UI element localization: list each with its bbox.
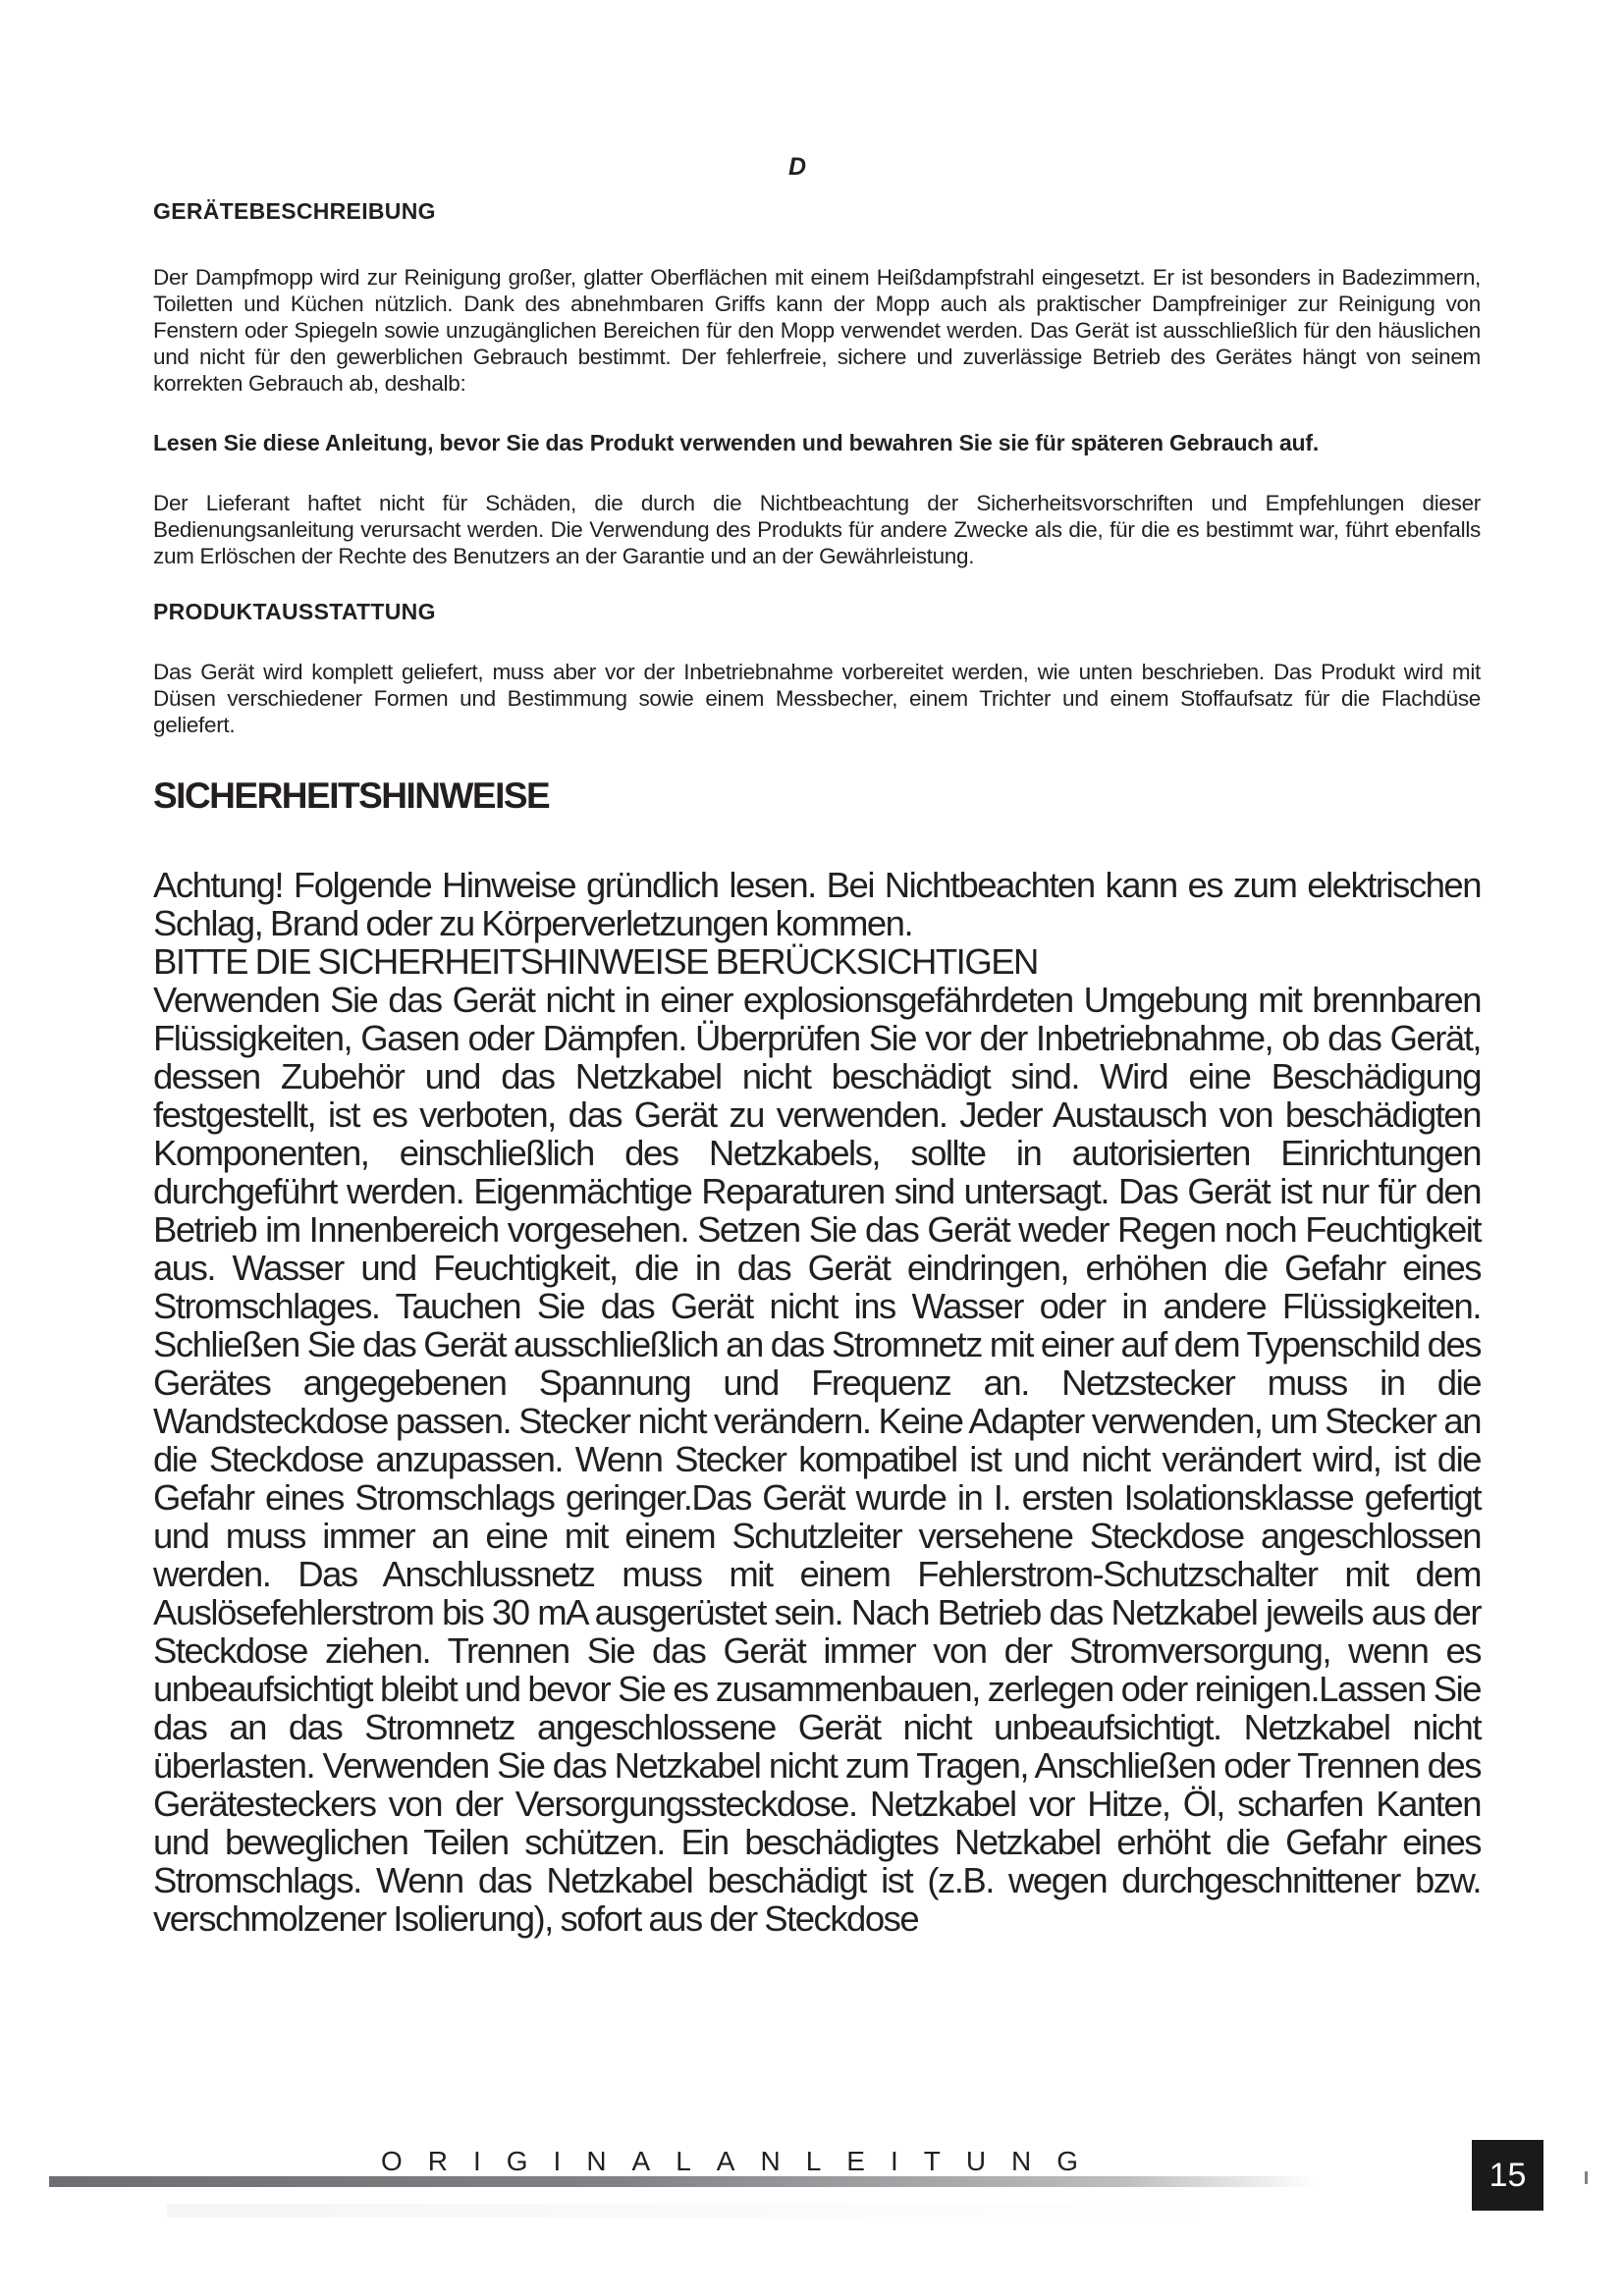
- page-number: 15: [1472, 2140, 1543, 2211]
- safety-warning: Achtung! Folgende Hinweise gründlich lesen. Bei Nichtbeachten kann es zum elektrischen Schlag, Brand oder zu Körperverletzungen kommen.: [153, 865, 1481, 943]
- safety-subheading: BITTE DIE SICHERHEITSHINWEISE BERÜCKSICHTIGEN: [153, 941, 1038, 982]
- footer-bar: [49, 2176, 1316, 2187]
- safety-heading: SICHERHEITSHINWEISE: [153, 775, 550, 816]
- device-description-heading: GERÄTEBESCHREIBUNG: [153, 198, 436, 224]
- footer-shadow: [167, 2204, 1247, 2217]
- equipment-text: Das Gerät wird komplett geliefert, muss aber vor der Inbetriebnahme vorbereitet werden, wie unten beschrieben. Das Produkt wird mit Düsen verschiedener Formen und Bestimmung sowie einem Messbecher, einem Trichter und einem Stoffaufsatz für die Flachdüse geliefert.: [153, 660, 1481, 737]
- page-content: [153, 192, 1481, 1938]
- footer-label: ORIGINALANLEITUNG: [381, 2146, 1105, 2176]
- language-marker: D: [788, 153, 807, 181]
- safety-body: Verwenden Sie das Gerät nicht in einer explosionsgefährdeten Umgebung mit brennbaren Flüssigkeiten, Gasen oder Dämpfen. Überprüfen Sie vor der Inbetriebnahme, ob das Gerät, dessen Zubehör und das Netzkabel nicht beschädigt sind. Wird eine Beschädigung festgestellt, ist es verboten, das Gerät zu verwenden. Jeder Austausch von beschädigten Komponenten, einschließlich des Netzkabels, sollte in autorisierten Einrichtungen durchgeführt werden. Eigenmächtige Reparaturen sind untersagt. Das Gerät ist nur für den Betrieb im Innenbereich vorgesehen. Setzen Sie das Gerät weder Regen noch Feuchtigkeit aus. Wasser und Feuchtigkeit, die in das Gerät eindringen, erhöhen die Gefahr eines Stromschlages. Tauchen Sie das Gerät nicht ins Wasser oder in andere Flüssigkeiten. Schließen Sie das Gerät ausschließlich an das Stromnetz mit einer auf dem Typenschild des Gerätes angegebenen Spannung und Frequenz an. Netzstecker muss in die Wandsteckdose passen. Stecker nicht verändern. Keine Adapter verwenden, um Stecker an die Steckdose anzupassen. Wenn Stecker kompatibel ist und nicht verändert wird, ist die Gefahr eines Stromschlags geringer.Das Gerät wurde in I. ersten Isolationsklasse gefertigt und muss immer an eine mit einem Schutzleiter versehene Steckdose angeschlossen werden. Das Anschlussnetz muss mit einem Fehlerstrom-Schutzschalter mit dem Auslösefehlerstrom bis 30 mA ausgerüstet sein. Nach Betrieb das Netzkabel jeweils aus der Steckdose ziehen. Trennen Sie das Gerät immer von der Stromversorgung, wenn es unbeaufsichtigt bleibt und bevor Sie es zusammenbauen, zerlegen oder reinigen.Lassen Sie das an das Stromnetz angeschlossene Gerät nicht unbeaufsichtigt. Netzkabel nicht überlasten. Verwenden Sie das Netzkabel nicht zum Tragen, Anschließen oder Trennen des Gerätesteckers von der Versorgungssteckdose. Netzkabel vor Hitze, Öl, scharfen Kanten und beweglichen Teilen schützen. Ein beschädigtes Netzkabel erhöht die Gefahr eines Stromschlags. Wenn das Netzkabel beschädigt ist (z.B. wegen durchgeschnittener bzw. verschmolzener Isolierung), sofort aus der Steckdose: [153, 980, 1481, 1939]
- device-description-text: Der Dampfmopp wird zur Reinigung großer, glatter Oberflächen mit einem Heißdampfstrahl eingesetzt. Er ist besonders in Badezimmern, Toiletten und Küchen nützlich. Dank des abnehmbaren Griffs kann der Mopp auch als praktischer Dampfreiniger zur Reinigung von Fenstern oder Spiegeln sowie unzugänglichen Bereichen für den Mopp verwendet werden. Das Gerät ist ausschließlich für den häuslichen und nicht für den gewerblichen Gebrauch bestimmt. Der fehlerfreie, sichere und zuverlässige Betrieb des Gerätes hängt von seinem korrekten Gebrauch ab, deshalb:: [153, 265, 1481, 396]
- liability-text: Der Lieferant haftet nicht für Schäden, die durch die Nichtbeachtung der Sicherheitsvorschriften und Empfehlungen dieser Bedienungsanleitung verursacht werden. Die Verwendung des Produkts für andere Zwecke als die, für die es bestimmt war, führt ebenfalls zum Erlöschen der Rechte des Benutzers an der Garantie und an der Gewährleistung.: [153, 491, 1481, 568]
- equipment-heading: PRODUKTAUSSTATTUNG: [153, 599, 436, 624]
- read-manual-note: Lesen Sie diese Anleitung, bevor Sie das Produkt verwenden und bewahren Sie sie für späteren Gebrauch auf.: [153, 430, 1320, 455]
- page-edge-tick: [1585, 2171, 1588, 2184]
